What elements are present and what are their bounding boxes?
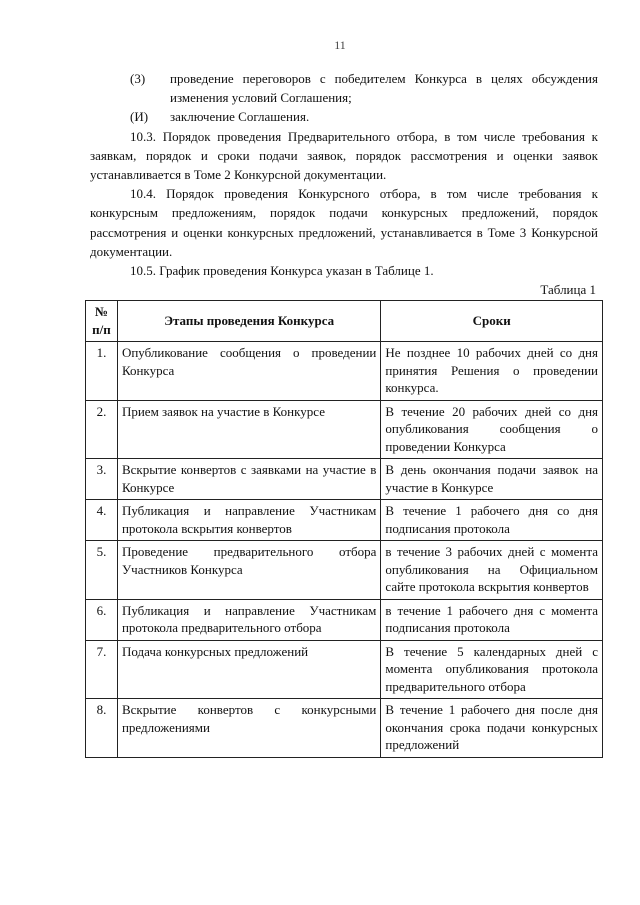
row-stage: Проведение предварительного отбора Участников Конкурса: [117, 541, 380, 600]
row-number: 3.: [86, 459, 118, 500]
paragraph-10-5: 10.5. График проведения Конкурса указан в Таблице 1.: [130, 263, 434, 279]
table-row: [86, 342, 603, 401]
row-term: В течение 5 календарных дней с момента опубликования протокола предварительного отбора: [381, 640, 603, 699]
row-stage: Публикация и направление Участникам протокола вскрытия конвертов: [117, 500, 380, 541]
row-stage: Вскрытие конвертов с заявками на участие в Конкурсе: [117, 459, 380, 500]
list-item-number: (И): [130, 109, 149, 125]
row-number: 6.: [86, 599, 118, 640]
row-term: В течение 1 рабочего дня после дня окончания срока подачи конкурсных предложений: [381, 699, 603, 758]
schedule-table: [85, 300, 603, 758]
table-row: [86, 400, 603, 459]
table-row: [86, 500, 603, 541]
header-number: № п/п: [86, 301, 118, 342]
row-term: Не позднее 10 рабочих дней со дня принятия Решения о проведении конкурса.: [381, 342, 603, 401]
paragraph-10-3: 10.3. Порядок проведения Предварительного отбора, в том числе требования к заявкам, порядок и сроки подачи заявок, порядок рассмотрения и оценки заявок устанавливается в Томе 2 Конкурсной документации.: [90, 128, 598, 183]
row-term: в течение 1 рабочего дня с момента подписания протокола: [381, 599, 603, 640]
row-number: 4.: [86, 500, 118, 541]
table-caption: Таблица 1: [540, 282, 596, 298]
row-number: 8.: [86, 699, 118, 758]
row-number: 2.: [86, 400, 118, 459]
row-term: В день окончания подачи заявок на участие в Конкурсе: [381, 459, 603, 500]
row-stage: Прием заявок на участие в Конкурсе: [117, 400, 380, 459]
table-row: [86, 541, 603, 600]
table-row: [86, 599, 603, 640]
page-number: 11: [334, 38, 346, 52]
header-stage: Этапы проведения Конкурса: [117, 301, 380, 342]
row-number: 1.: [86, 342, 118, 401]
row-term: В течение 20 рабочих дней со дня опубликования сообщения о проведении Конкурса: [381, 400, 603, 459]
row-stage: Опубликование сообщения о проведении Конкурса: [117, 342, 380, 401]
paragraph-10-4: 10.4. Порядок проведения Конкурсного отбора, в том числе требования к конкурсным предложениям, порядок подачи конкурсных предложений, порядок рассмотрения и оценки конкурсных предложений, устанавливается в Томе 3 Конкурсной документации.: [90, 186, 598, 259]
table-row: [86, 699, 603, 758]
table-row: [86, 640, 603, 699]
row-stage: Вскрытие конвертов с конкурсными предложениями: [117, 699, 380, 758]
document-body: [90, 69, 598, 758]
list-item: [90, 107, 598, 126]
row-term: В течение 1 рабочего дня со дня подписания протокола: [381, 500, 603, 541]
row-stage: Публикация и направление Участникам протокола предварительного отбора: [117, 599, 380, 640]
row-number: 7.: [86, 640, 118, 699]
list-item-text: проведение переговоров с победителем Конкурса в целях обсуждения изменения условий Соглашения;: [170, 71, 598, 106]
table-row: [86, 459, 603, 500]
row-stage: Подача конкурсных предложений: [117, 640, 380, 699]
list-item-text: заключение Соглашения.: [170, 109, 310, 125]
table-header-row: [86, 301, 603, 342]
list-item-number: (3): [130, 71, 146, 86]
row-number: 5.: [86, 541, 118, 600]
header-term: Сроки: [381, 301, 603, 342]
list-item: [90, 69, 598, 107]
row-term: в течение 3 рабочих дней с момента опубликования на Официальном сайте протокола вскрытия конвертов: [381, 541, 603, 600]
